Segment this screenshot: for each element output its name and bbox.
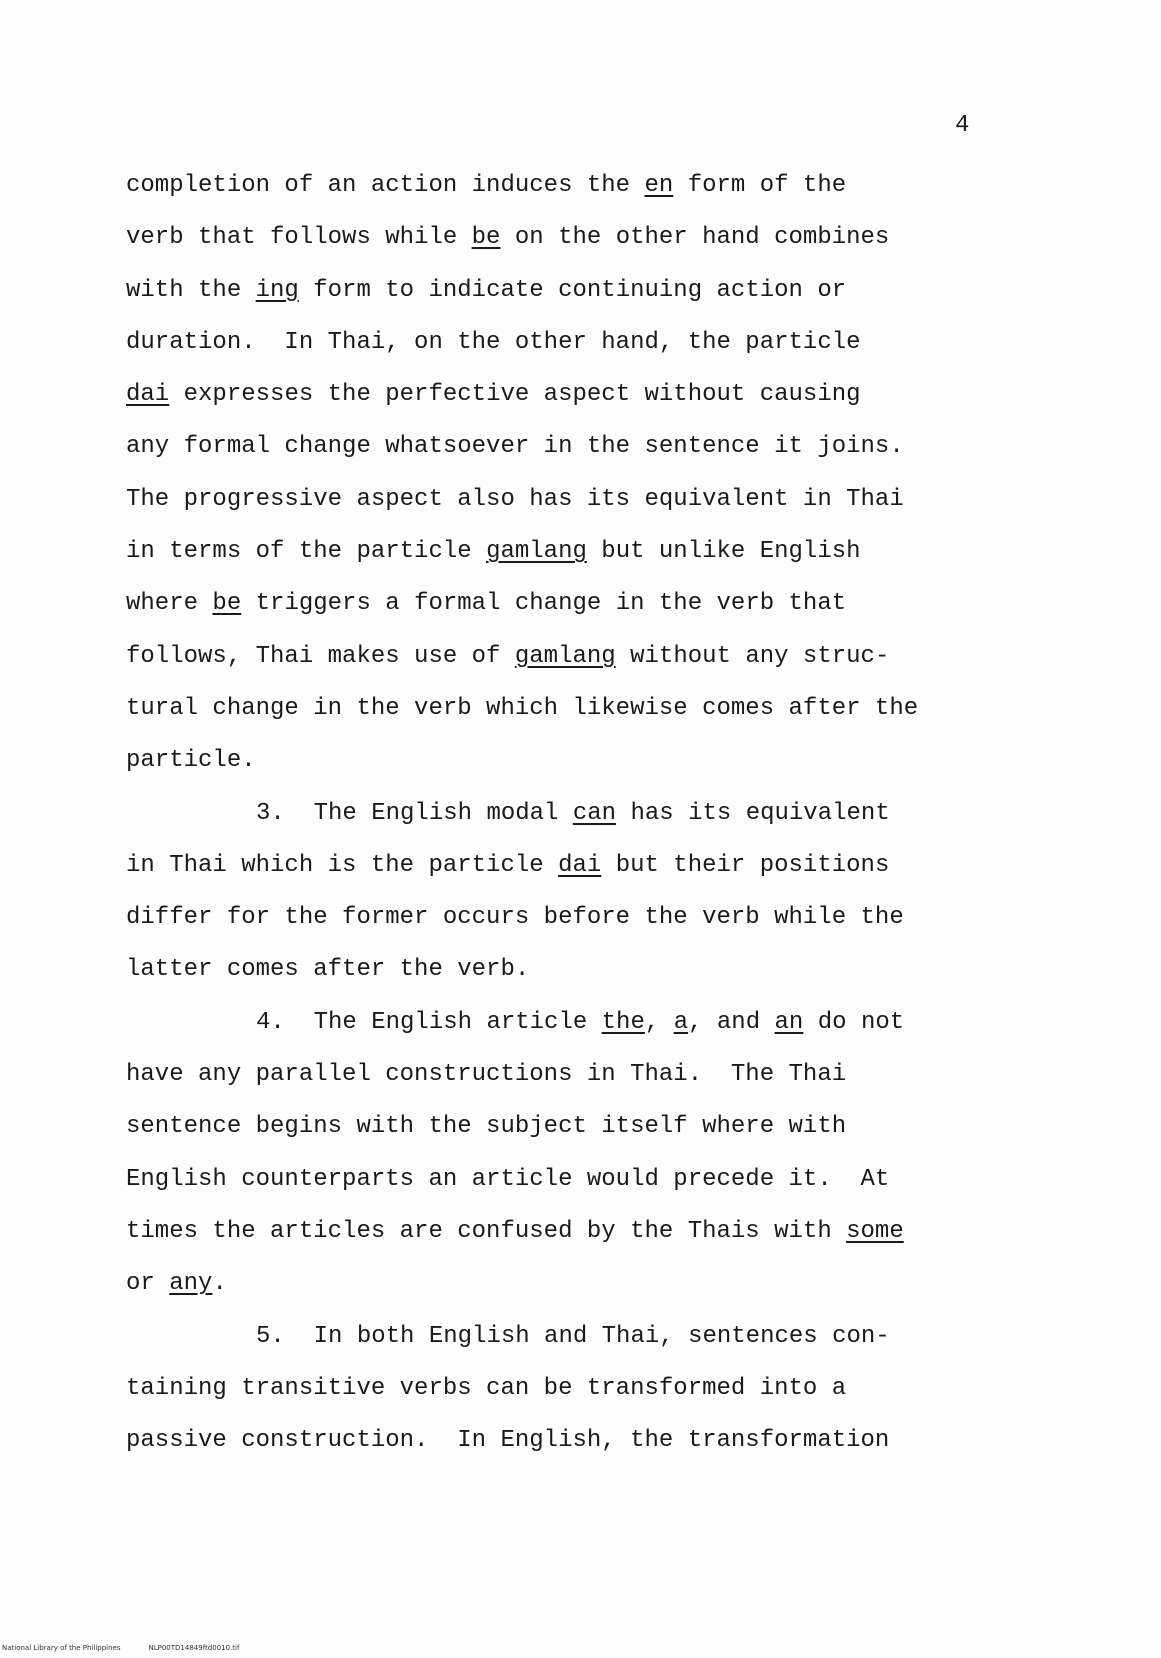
text-run: English counterparts an article would precede it. At	[126, 1165, 890, 1193]
text-line	[126, 631, 1006, 683]
underlined-term: gamlang	[486, 538, 587, 566]
text-line	[126, 997, 1006, 1049]
text-run: but unlike English	[586, 538, 861, 566]
text-run: follows, Thai makes use of	[126, 642, 515, 670]
text-run: duration. In Thai, on the other hand, the particle	[126, 328, 861, 356]
text-run: The progressive aspect also has its equivalent in Thai	[126, 485, 904, 513]
text-run: have any parallel constructions in Thai. The Thai	[126, 1061, 847, 1089]
scan-footer	[2, 1644, 267, 1652]
text-line	[126, 1415, 1006, 1467]
text-line	[126, 735, 1006, 787]
underlined-term: the	[601, 1008, 645, 1036]
text-run: completion of an action induces the	[126, 172, 645, 199]
text-line	[126, 1311, 1006, 1363]
text-run: 3. The English modal	[256, 799, 573, 827]
body-text	[126, 160, 1006, 1467]
text-run: or	[126, 1270, 170, 1298]
text-run: has its equivalent	[616, 799, 890, 827]
text-line	[126, 840, 1006, 892]
text-line	[126, 1258, 1006, 1310]
text-line	[126, 474, 1006, 526]
footer-file: NLP00TD14849ftd0010.tif	[148, 1644, 240, 1652]
text-line	[126, 369, 1006, 421]
text-run: form to indicate continuing action or	[298, 276, 847, 304]
text-run: passive construction. In English, the transformation	[126, 1427, 890, 1455]
text-line	[126, 578, 1006, 630]
text-run: differ for the former occurs before the verb while the	[126, 904, 904, 932]
underlined-term: be	[212, 590, 242, 618]
underlined-term: gamlang	[514, 642, 616, 670]
page-number: 4	[955, 112, 970, 139]
text-run: form of the	[673, 172, 847, 199]
underlined-term: an	[774, 1008, 804, 1036]
underlined-term: any	[169, 1270, 213, 1298]
underlined-term: can	[572, 799, 617, 827]
text-line	[126, 526, 1006, 578]
text-line	[126, 788, 1006, 840]
underlined-term: a	[673, 1008, 689, 1036]
underlined-term: dai	[126, 381, 170, 409]
text-line	[126, 683, 1006, 735]
text-line	[126, 1049, 1006, 1101]
text-run: tural change in the verb which likewise comes after the	[126, 694, 919, 722]
underlined-term: some	[846, 1217, 904, 1245]
text-run: , and	[688, 1008, 775, 1036]
text-run: expresses the perfective aspect without causing	[169, 381, 861, 409]
footer-library: National Library of the Philippines	[2, 1644, 121, 1652]
text-run: on the other hand combines	[500, 224, 890, 252]
underlined-term: ing	[255, 276, 299, 304]
text-run: in Thai which is the particle	[126, 851, 559, 879]
underlined-term: en	[644, 172, 674, 199]
text-run: particle.	[126, 747, 256, 775]
text-line	[126, 892, 1006, 944]
text-line	[126, 1206, 1006, 1258]
underlined-term: be	[471, 224, 501, 252]
text-line	[126, 212, 1006, 264]
text-line	[126, 1363, 1006, 1415]
text-run: .	[212, 1270, 227, 1298]
text-run: sentence begins with the subject itself where with	[126, 1113, 847, 1141]
text-run: ,	[644, 1008, 674, 1036]
text-line	[126, 1154, 1006, 1206]
text-run: with the	[126, 276, 256, 304]
text-run: where	[126, 590, 213, 618]
text-run: 5. In both English and Thai, sentences con-	[256, 1322, 890, 1350]
text-line	[126, 421, 1006, 473]
text-line	[126, 265, 1006, 317]
text-line	[126, 317, 1006, 369]
text-run: times the articles are confused by the Thais with	[126, 1217, 847, 1245]
underlined-term: dai	[558, 851, 602, 879]
text-run: triggers a formal change in the verb that	[241, 590, 847, 618]
text-line	[126, 160, 1006, 212]
text-run: in terms of the particle	[126, 538, 487, 566]
text-run: without any struc-	[615, 642, 890, 670]
text-run: 4. The English article	[256, 1008, 602, 1036]
text-run: but their positions	[601, 851, 890, 879]
text-run: taining transitive verbs can be transformed into a	[126, 1374, 847, 1402]
text-run: any formal change whatsoever in the sentence it joins.	[126, 433, 904, 461]
text-run: do not	[803, 1008, 905, 1036]
text-run: latter comes after the verb.	[126, 956, 530, 984]
text-line	[126, 944, 1006, 996]
text-run: verb that follows while	[126, 224, 472, 252]
text-line	[126, 1101, 1006, 1153]
